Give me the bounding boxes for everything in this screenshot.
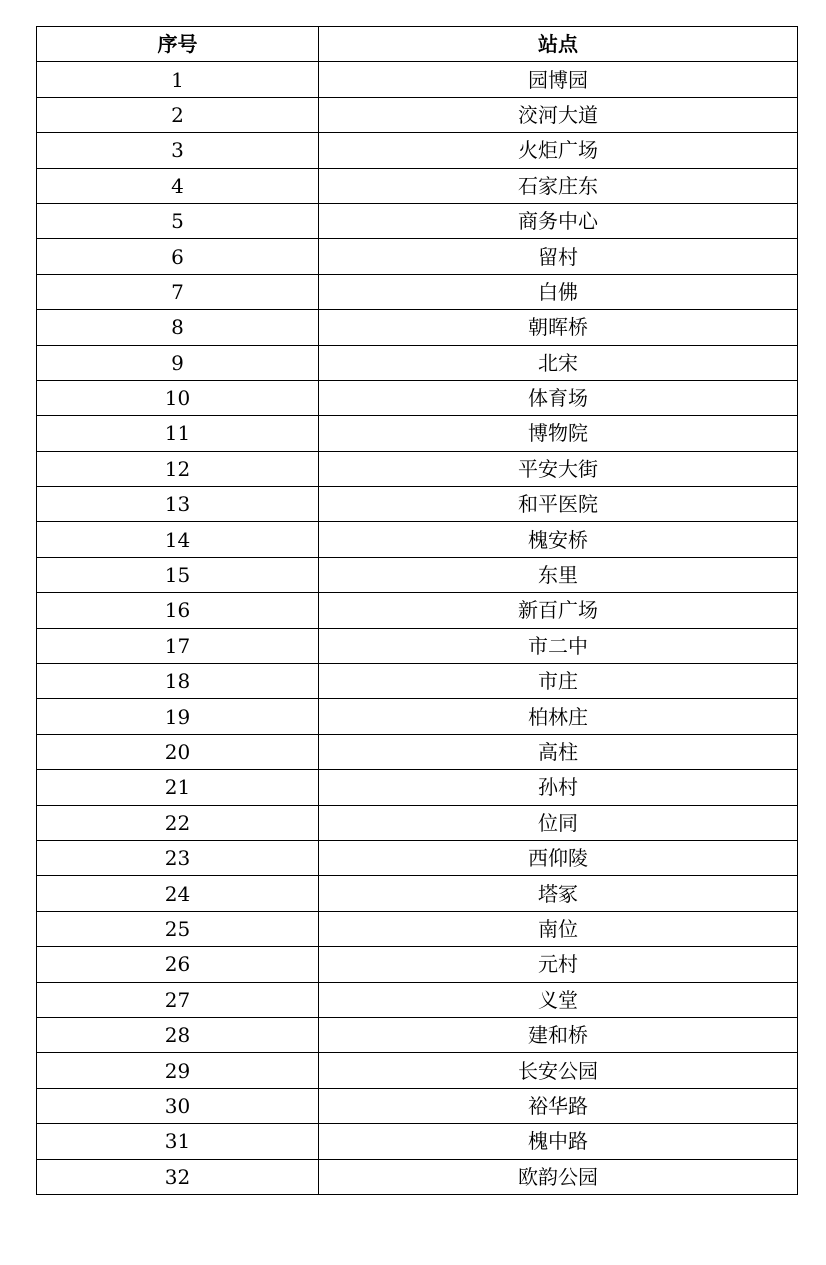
table-row (37, 770, 798, 805)
row-index: 9 (37, 345, 319, 380)
table-row (37, 451, 798, 486)
row-index: 16 (37, 593, 319, 628)
table-row (37, 840, 798, 875)
table-row (37, 876, 798, 911)
table-row (37, 734, 798, 769)
table-row (37, 522, 798, 557)
row-index: 29 (37, 1053, 319, 1088)
table-row (37, 416, 798, 451)
row-station-name: 平安大街 (319, 451, 798, 486)
table-row (37, 1124, 798, 1159)
table-row (37, 62, 798, 97)
row-station-name: 柏林庄 (319, 699, 798, 734)
row-station-name: 义堂 (319, 982, 798, 1017)
table-row (37, 133, 798, 168)
row-index: 23 (37, 840, 319, 875)
station-table (36, 26, 798, 1195)
row-index: 15 (37, 557, 319, 592)
row-station-name: 元村 (319, 947, 798, 982)
row-index: 28 (37, 1017, 319, 1052)
row-index: 11 (37, 416, 319, 451)
row-station-name: 长安公园 (319, 1053, 798, 1088)
row-station-name: 石家庄东 (319, 168, 798, 203)
row-station-name: 位同 (319, 805, 798, 840)
table-row (37, 274, 798, 309)
row-index: 27 (37, 982, 319, 1017)
row-station-name: 火炬广场 (319, 133, 798, 168)
row-station-name: 西仰陵 (319, 840, 798, 875)
table-row (37, 1053, 798, 1088)
row-index: 30 (37, 1088, 319, 1123)
row-station-name: 体育场 (319, 380, 798, 415)
row-station-name: 塔冢 (319, 876, 798, 911)
table-row (37, 380, 798, 415)
row-index: 18 (37, 664, 319, 699)
table-row (37, 345, 798, 380)
row-index: 7 (37, 274, 319, 309)
row-station-name: 朝晖桥 (319, 310, 798, 345)
table-row (37, 664, 798, 699)
row-index: 5 (37, 203, 319, 238)
row-index: 25 (37, 911, 319, 946)
row-index: 19 (37, 699, 319, 734)
row-index: 6 (37, 239, 319, 274)
row-index: 2 (37, 97, 319, 132)
row-station-name: 槐中路 (319, 1124, 798, 1159)
row-index: 17 (37, 628, 319, 663)
row-station-name: 留村 (319, 239, 798, 274)
row-station-name: 市庄 (319, 664, 798, 699)
row-index: 10 (37, 380, 319, 415)
row-index: 8 (37, 310, 319, 345)
table-header-row (37, 27, 798, 62)
table-row (37, 699, 798, 734)
row-station-name: 孙村 (319, 770, 798, 805)
table-row (37, 1017, 798, 1052)
table-row (37, 1088, 798, 1123)
row-station-name: 市二中 (319, 628, 798, 663)
row-index: 22 (37, 805, 319, 840)
row-station-name: 北宋 (319, 345, 798, 380)
row-station-name: 东里 (319, 557, 798, 592)
row-station-name: 博物院 (319, 416, 798, 451)
table-row (37, 911, 798, 946)
table-row (37, 593, 798, 628)
table-row (37, 239, 798, 274)
table-body (37, 62, 798, 1195)
row-station-name: 欧韵公园 (319, 1159, 798, 1194)
table-row (37, 805, 798, 840)
header-index: 序号 (37, 27, 319, 62)
row-index: 21 (37, 770, 319, 805)
table-row (37, 310, 798, 345)
row-station-name: 建和桥 (319, 1017, 798, 1052)
row-index: 26 (37, 947, 319, 982)
row-index: 24 (37, 876, 319, 911)
row-station-name: 新百广场 (319, 593, 798, 628)
row-index: 4 (37, 168, 319, 203)
row-index: 32 (37, 1159, 319, 1194)
row-index: 12 (37, 451, 319, 486)
table-row (37, 168, 798, 203)
row-station-name: 裕华路 (319, 1088, 798, 1123)
table-row (37, 487, 798, 522)
header-station: 站点 (319, 27, 798, 62)
table-row (37, 628, 798, 663)
row-index: 14 (37, 522, 319, 557)
table-row (37, 947, 798, 982)
row-station-name: 洨河大道 (319, 97, 798, 132)
row-index: 1 (37, 62, 319, 97)
table-row (37, 203, 798, 238)
row-station-name: 和平医院 (319, 487, 798, 522)
row-station-name: 白佛 (319, 274, 798, 309)
table-row (37, 1159, 798, 1194)
row-station-name: 园博园 (319, 62, 798, 97)
table-row (37, 557, 798, 592)
row-station-name: 商务中心 (319, 203, 798, 238)
row-station-name: 南位 (319, 911, 798, 946)
table-row (37, 982, 798, 1017)
row-index: 13 (37, 487, 319, 522)
row-station-name: 槐安桥 (319, 522, 798, 557)
row-station-name: 高柱 (319, 734, 798, 769)
station-table-container (36, 26, 797, 1195)
row-index: 20 (37, 734, 319, 769)
row-index: 3 (37, 133, 319, 168)
row-index: 31 (37, 1124, 319, 1159)
table-row (37, 97, 798, 132)
